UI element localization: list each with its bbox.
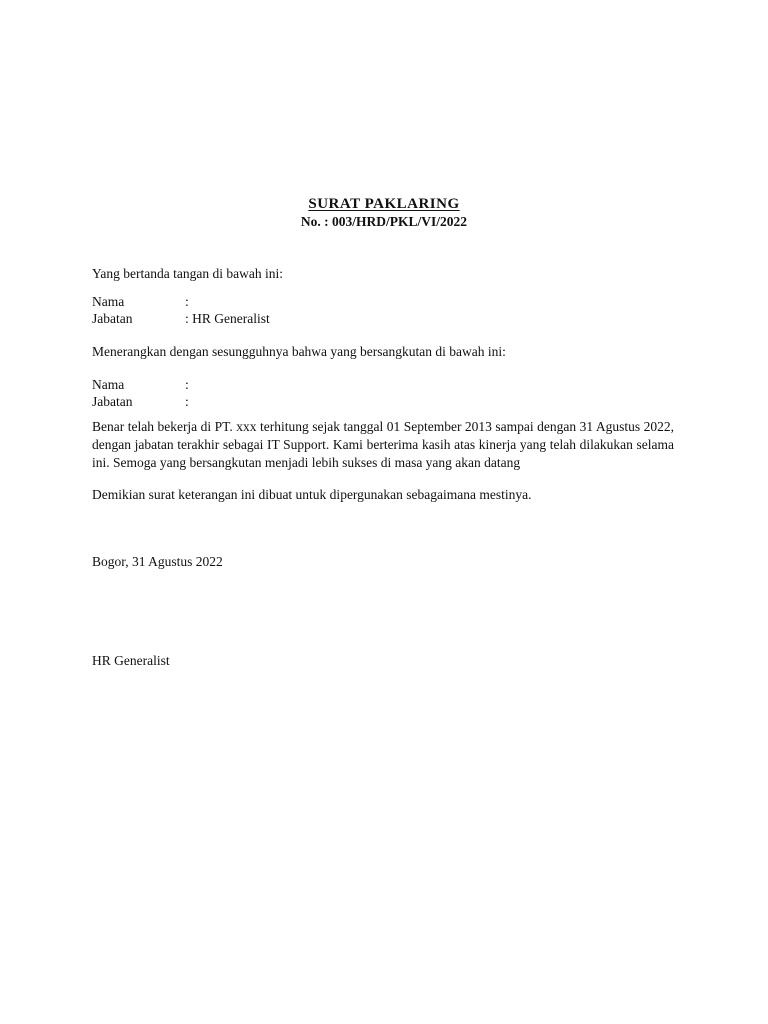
signer-name-row <box>92 293 189 310</box>
signature-title: HR Generalist <box>92 653 170 668</box>
intro-text: Yang bertanda tangan di bawah ini: <box>92 266 283 281</box>
employee-name-value: : <box>185 377 189 392</box>
signer-position-row <box>92 310 270 327</box>
letter-number: No. : 003/HRD/PKL/VI/2022 <box>300 214 468 229</box>
statement-text: Menerangkan dengan sesungguhnya bahwa yang bersangkutan di bawah ini: <box>92 344 506 359</box>
signer-name-value: : <box>185 294 189 309</box>
signer-name-label: Nama <box>92 294 125 309</box>
employee-position-value: : <box>185 394 189 409</box>
employee-position-row <box>92 393 189 410</box>
letter-title-text: SURAT PAKLARING <box>308 196 460 212</box>
closing-text: Demikian surat keterangan ini dibuat untuk dipergunakan sebagaimana mestinya. <box>92 487 532 502</box>
body-paragraph: Benar telah bekerja di PT. xxx terhitung sejak tanggal 01 September 2013 sampai dengan 31 Agustus 2022, dengan jabatan terakhir sebagai IT Support. Kami berterima kasih atas kinerja yang telah dilakukan selama ini. Semoga yang bersangkutan menjadi lebih sukses di masa yang akan datang <box>92 419 674 470</box>
signer-position-value: : HR Generalist <box>185 311 270 326</box>
employee-name-label: Nama <box>92 377 125 392</box>
letter-title <box>0 196 768 213</box>
place-date: Bogor, 31 Agustus 2022 <box>92 554 223 569</box>
signer-position-label: Jabatan <box>92 311 133 326</box>
employee-position-label: Jabatan <box>92 394 133 409</box>
employee-name-row <box>92 376 189 393</box>
